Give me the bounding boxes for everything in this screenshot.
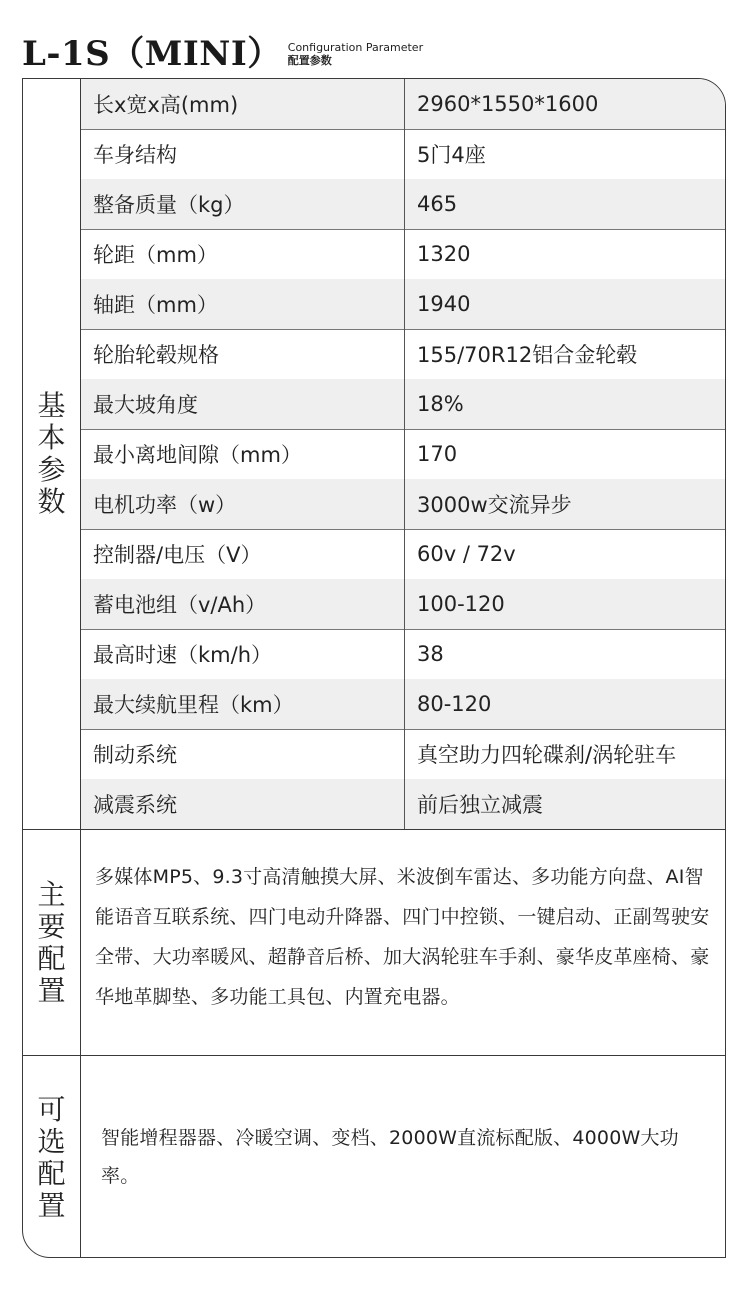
subtitle-chinese: 配置参数	[287, 54, 332, 67]
spec-key: 制动系统	[81, 729, 405, 779]
optional-config-label: 可选配置	[37, 1092, 66, 1222]
spec-row	[81, 729, 725, 779]
section-label-basic	[23, 79, 80, 829]
spec-key: 轴距（mm）	[81, 279, 405, 329]
optional-config-text: 智能增程器器、冷暖空调、变档、2000W直流标配版、4000W大功率。	[101, 1127, 679, 1187]
spec-row	[81, 579, 725, 629]
basic-params-label: 基本参数	[37, 389, 66, 518]
label-column-divider	[80, 79, 81, 1257]
section-divider	[23, 1055, 725, 1056]
spec-value: 5门4座	[417, 143, 486, 167]
spec-value: 3000w交流异步	[417, 493, 572, 517]
spec-key: 减震系统	[81, 779, 405, 829]
spec-row	[81, 129, 725, 179]
spec-value: 100-120	[417, 592, 505, 616]
spec-row	[81, 279, 725, 329]
spec-value: 前后独立减震	[417, 793, 543, 817]
model-title: L-1S（MINI）	[22, 34, 282, 74]
spec-row	[81, 329, 725, 379]
spec-row	[81, 679, 725, 729]
spec-key: 最大坡角度	[81, 379, 405, 429]
section-label-main	[23, 830, 80, 1055]
spec-value: 1940	[417, 292, 471, 316]
spec-row	[81, 429, 725, 479]
spec-row	[81, 229, 725, 279]
spec-key: 轮胎轮毂规格	[81, 329, 405, 379]
spec-value: 155/70R12铝合金轮毂	[417, 343, 638, 367]
subtitle-english: Configuration Parameter	[287, 41, 424, 54]
spec-row	[81, 629, 725, 679]
spec-value: 38	[417, 642, 444, 666]
subtitle-block	[288, 41, 423, 67]
spec-key: 最高时速（km/h）	[81, 629, 405, 679]
spec-value: 2960*1550*1600	[417, 92, 599, 116]
spec-key: 车身结构	[81, 129, 405, 179]
spec-value: 1320	[417, 242, 471, 266]
spec-value: 18%	[417, 392, 464, 416]
spec-row	[81, 479, 725, 529]
spec-key: 长x宽x高(mm)	[81, 79, 405, 129]
spec-row	[81, 379, 725, 429]
spec-key: 最小离地间隙（mm）	[81, 429, 405, 479]
spec-row	[81, 529, 725, 579]
spec-key: 轮距（mm）	[81, 229, 405, 279]
spec-key: 控制器/电压（V）	[81, 529, 405, 579]
spec-value: 60v / 72v	[417, 542, 516, 566]
spec-row	[81, 179, 725, 229]
spec-key: 蓄电池组（v/Ah）	[81, 579, 405, 629]
spec-value: 真空助力四轮碟刹/涡轮驻车	[417, 743, 677, 767]
spec-row	[81, 779, 725, 829]
spec-value: 170	[417, 442, 458, 466]
spec-value: 80-120	[417, 692, 492, 716]
main-config-text: 多媒体MP5、9.3寸高清触摸大屏、米波倒车雷达、多功能方向盘、AI智能语音互联系统、四门电动升降器、四门中控锁、一键启动、正副驾驶安全带、大功率暖风、超静音后桥、加大涡轮驻车手刹、豪华皮革座椅、豪华地革脚垫、多功能工具包、内置充电器。	[95, 866, 710, 1008]
spec-key: 整备质量（kg）	[81, 179, 405, 229]
main-config-label: 主要配置	[37, 877, 66, 1007]
section-label-optional	[23, 1056, 80, 1258]
config-table	[22, 78, 726, 1258]
spec-row	[81, 79, 725, 129]
spec-value: 465	[417, 192, 458, 216]
spec-key: 最大续航里程（km）	[81, 679, 405, 729]
section-divider	[23, 829, 725, 830]
page-header	[22, 30, 423, 74]
spec-key: 电机功率（w）	[81, 479, 405, 529]
